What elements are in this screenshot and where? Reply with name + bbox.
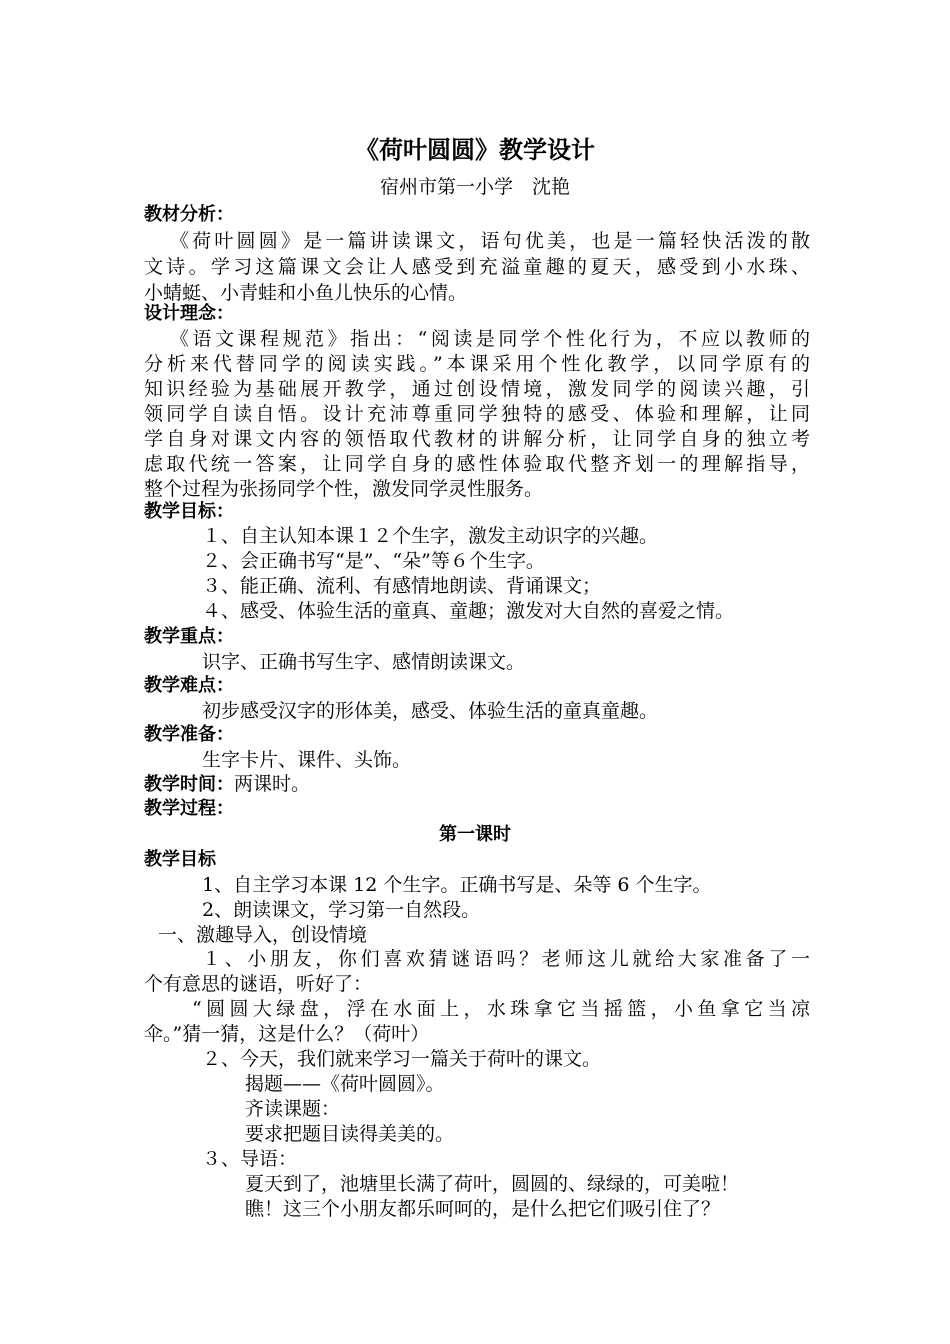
paragraph-line: 《荷叶圆圆》是一篇讲读课文，语句优美，也是一篇轻快活泼的散 bbox=[170, 230, 810, 252]
goal-item: １、自主认知本课１２个生字，激发主动识字的兴趣。 bbox=[202, 525, 659, 547]
paragraph-line: ２、今天，我们就来学习一篇关于荷叶的课文。 bbox=[202, 1048, 602, 1070]
teaching-time-text: 两课时。 bbox=[234, 773, 311, 795]
paragraph-line: 《语文课程规范》指出：“阅读是同学个性化行为，不应以教师的 bbox=[170, 328, 810, 350]
section-heading-key-points: 教学重点： bbox=[144, 626, 234, 647]
section-heading-analysis: 教材分析： bbox=[144, 204, 234, 225]
author-line: 宿州市第一小学 沈艳 bbox=[379, 176, 570, 198]
goal-item: ２、会正确书写“是”、“朵”等６个生字。 bbox=[202, 550, 545, 572]
difficulties-text: 初步感受汉字的形体美，感受、体验生活的童真童趣。 bbox=[202, 700, 659, 722]
section-heading-preparation: 教学准备： bbox=[144, 724, 234, 745]
paragraph-line: 揭题——《荷叶圆圆》。 bbox=[245, 1073, 445, 1095]
paragraph-line: 分析来代替同学的阅读实践。”本课采用个性化教学，以同学原有的 bbox=[144, 353, 810, 375]
paragraph-line: 文诗。学习这篇课文会让人感受到充溢童趣的夏天，感受到小水珠、 bbox=[144, 256, 810, 278]
section-heading-difficulties: 教学难点： bbox=[144, 675, 234, 696]
section-heading-concept: 设计理念： bbox=[144, 303, 234, 324]
section-heading-goals: 教学目标： bbox=[144, 501, 234, 522]
section-heading-process: 教学过程： bbox=[144, 798, 234, 819]
paragraph-line: 夏天到了，池塘里长满了荷叶，圆圆的、绿绿的，可美啦！ bbox=[245, 1173, 740, 1195]
key-points-text: 识字、正确书写生字、感情朗读课文。 bbox=[202, 651, 526, 673]
lesson-goal-item: 2、朗读课文，学习第一自然段。 bbox=[202, 899, 481, 921]
lesson-goals-heading: 教学目标 bbox=[144, 849, 216, 870]
paragraph-line: 齐读课题： bbox=[245, 1098, 341, 1120]
step-heading: 一、激趣导入，创设情境 bbox=[158, 924, 368, 946]
paragraph-line: 个有意思的谜语，听好了： bbox=[144, 973, 373, 995]
paragraph-line: 学自身对课文内容的领悟取代教材的讲解分析，让同学自身的独立考 bbox=[144, 428, 810, 450]
paragraph-line: 要求把题目读得美美的。 bbox=[245, 1123, 455, 1145]
teaching-time-line bbox=[144, 772, 310, 797]
paragraph-line: 虑取代统一答案，让同学自身的感性体验取代整齐划一的理解指导， bbox=[144, 453, 810, 475]
riddle-line: “圆圆大绿盘，浮在水面上，水珠拿它当摇篮，小鱼拿它当凉 bbox=[192, 998, 810, 1020]
document-title: 《荷叶圆圆》教学设计 bbox=[355, 135, 595, 164]
paragraph-line: ３、导语： bbox=[202, 1148, 298, 1170]
paragraph-line: 瞧！这三个小朋友都乐呵呵的，是什么把它们吸引住了？ bbox=[245, 1198, 721, 1220]
paragraph-line: 知识经验为基础展开教学，通过创设情境，激发同学的阅读兴趣，引 bbox=[144, 378, 810, 400]
lesson-goal-item: 1、自主学习本课 12 个生字。正确书写是、朵等 6 个生字。 bbox=[202, 874, 712, 896]
goal-item: ３、能正确、流利、有感情地朗读、背诵课文； bbox=[202, 575, 602, 597]
section-heading-time: 教学时间： bbox=[144, 774, 234, 795]
lesson-title: 第一课时 bbox=[439, 824, 511, 845]
paragraph-line: １、小朋友，你们喜欢猜谜语吗？老师这儿就给大家准备了一 bbox=[202, 948, 810, 970]
paragraph-line: 小蜻蜓、小青蛙和小鱼儿快乐的心情。 bbox=[144, 282, 468, 304]
paragraph-line: 整个过程为张扬同学个性，激发同学灵性服务。 bbox=[144, 478, 544, 500]
paragraph-line: 领同学自读自悟。设计充沛尊重同学独特的感受、体验和理解，让同 bbox=[144, 403, 810, 425]
riddle-line: 伞。”猜一猜，这是什么？（荷叶） bbox=[144, 1023, 430, 1045]
preparation-text: 生字卡片、课件、头饰。 bbox=[202, 749, 412, 771]
goal-item: ４、感受、体验生活的童真、童趣；激发对大自然的喜爱之情。 bbox=[202, 600, 735, 622]
